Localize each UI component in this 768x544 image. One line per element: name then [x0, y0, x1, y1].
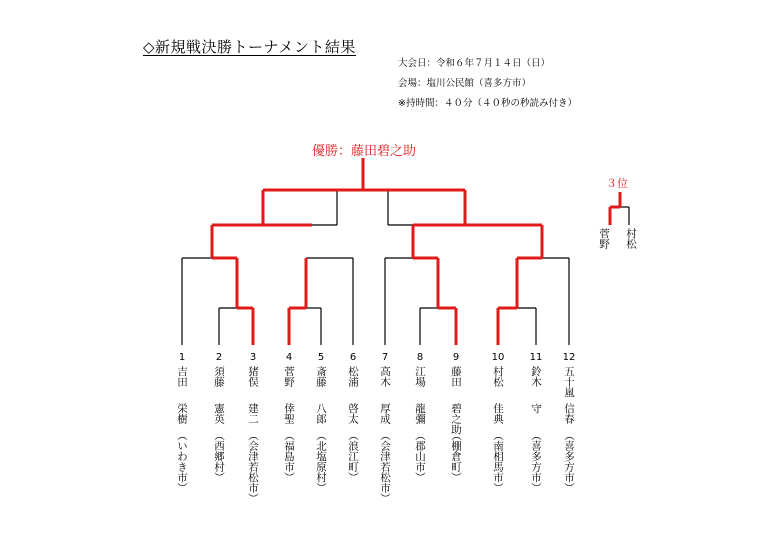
player-number: 1	[178, 352, 186, 363]
player-hometown: （浪江町）	[347, 430, 359, 483]
player-number: 4	[285, 352, 293, 363]
event-date: 大会日：令和６年７月１４日（日）	[398, 58, 551, 69]
player-surname: 菅野	[283, 366, 295, 387]
player-number: 8	[416, 352, 424, 363]
third-place-player-1: 菅野	[598, 228, 610, 249]
player-surname: 須藤	[213, 366, 225, 387]
player-surname: 藤田	[450, 366, 462, 387]
player-number: 3	[249, 352, 257, 363]
player-hometown: （郡山市）	[414, 430, 426, 483]
third-place-label: ３位	[606, 177, 628, 190]
player-given-name: 憲英	[213, 403, 225, 424]
player-number: 12	[562, 352, 576, 363]
player-hometown: （会津若松市）	[379, 430, 391, 504]
player-surname: 江場	[414, 366, 426, 387]
player-given-name: 八郎	[315, 403, 327, 424]
player-given-name: 建二	[247, 403, 259, 424]
player-hometown: （喜多方市）	[530, 430, 542, 493]
player-number: 9	[452, 352, 460, 363]
page-title: ◇新規戦決勝トーナメント結果	[143, 38, 356, 56]
player-hometown: （いわき市）	[176, 430, 188, 493]
player-given-name: 佳典	[492, 403, 504, 424]
player-hometown: （福島市）	[283, 430, 295, 483]
player-number: 11	[529, 352, 543, 363]
player-given-name: 厚成	[379, 403, 391, 424]
third-place-player-2: 村松	[625, 228, 637, 249]
event-venue: 会場：塩川公民館（喜多方市）	[398, 78, 532, 89]
player-surname: 猪俣	[247, 366, 259, 387]
player-given-name: 倖聖	[283, 403, 295, 424]
player-surname: 吉田	[176, 366, 188, 387]
time-limit: ※持時間：４０分（４０秒の秒読み付き）	[398, 98, 577, 109]
winner-path-lines	[212, 158, 620, 345]
player-number: 10	[491, 352, 505, 363]
player-hometown: （棚倉町）	[450, 430, 462, 483]
player-number: 5	[317, 352, 325, 363]
player-number: 6	[349, 352, 357, 363]
player-surname: 村松	[492, 366, 504, 387]
player-given-name: 栄樹	[176, 403, 188, 424]
player-number: 7	[381, 352, 389, 363]
player-given-name: 啓太	[347, 403, 359, 424]
player-hometown: （喜多方市）	[563, 430, 575, 493]
player-given-name: 龍彌	[414, 403, 426, 424]
player-hometown: （西郷村）	[213, 430, 225, 483]
player-number: 2	[215, 352, 223, 363]
bracket-lines	[182, 190, 629, 345]
player-surname: 斎藤	[315, 366, 327, 387]
player-hometown: （南相馬市）	[492, 430, 504, 493]
player-surname: 鈴木	[530, 366, 542, 387]
player-given-name: 信春	[563, 403, 575, 424]
player-hometown: （会津若松市）	[247, 430, 259, 504]
player-hometown: （北塩原村）	[315, 430, 327, 493]
player-surname: 高木	[379, 366, 391, 387]
player-surname: 五十嵐	[563, 366, 575, 398]
player-surname: 松浦	[347, 366, 359, 387]
player-given-name: 守	[530, 403, 542, 414]
player-given-name: 碧之助	[450, 403, 462, 435]
champion-label: 優勝：藤田碧之助	[312, 144, 417, 159]
